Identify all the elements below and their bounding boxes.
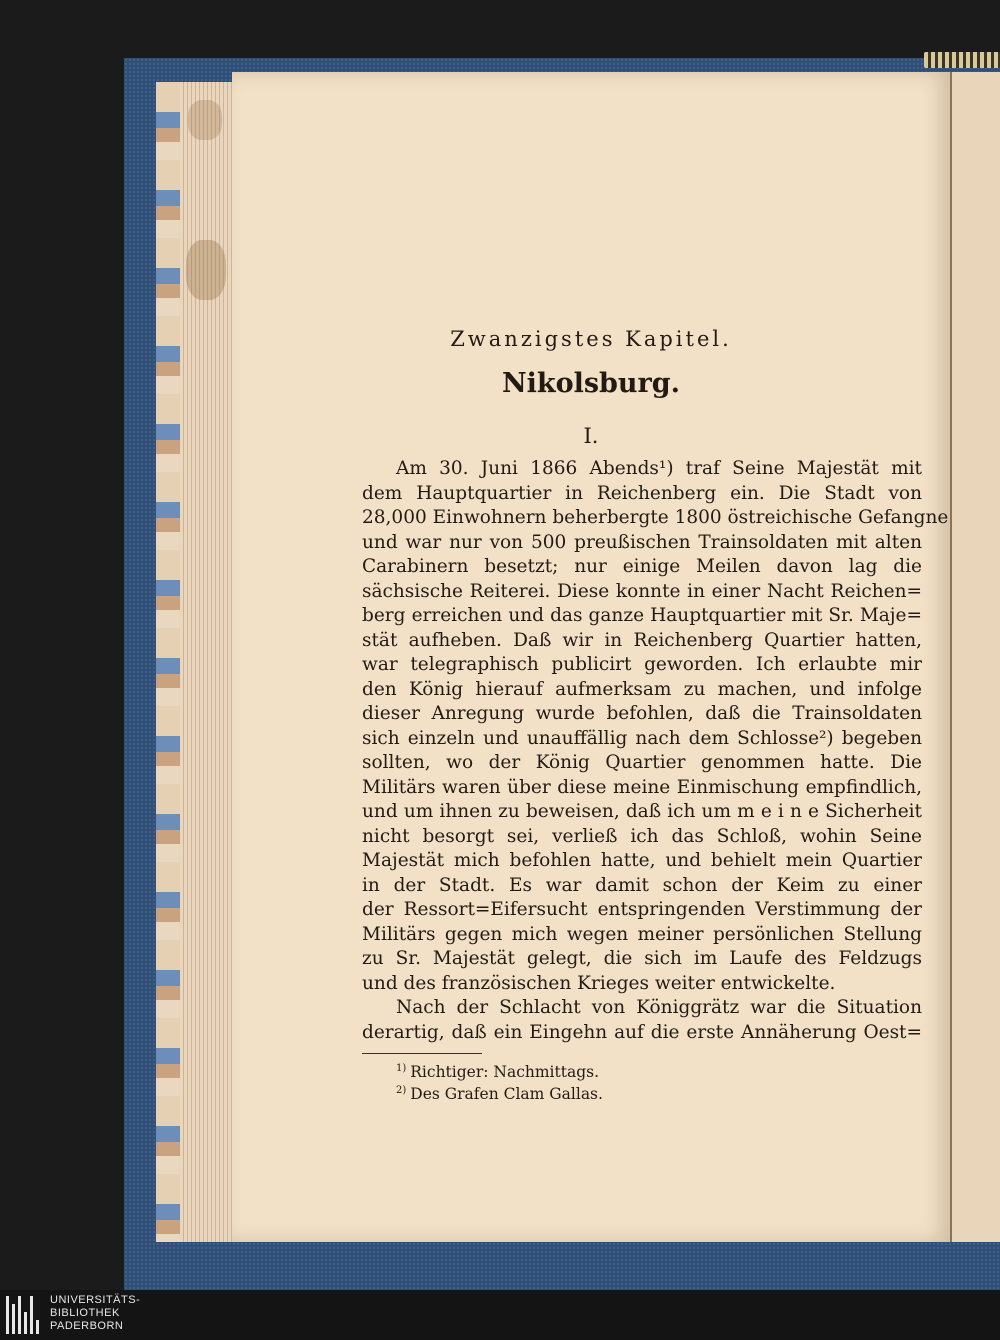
footnote-text: Richtiger: Nachmittags. xyxy=(410,1063,600,1082)
footnote-marker: 2) xyxy=(396,1085,407,1096)
text-line: den König hierauf aufmerksam zu machen, und infolge xyxy=(362,678,922,700)
section-number: I. xyxy=(583,424,599,448)
body-text xyxy=(362,457,949,1045)
footnote xyxy=(396,1058,856,1080)
chapter-title: Nikolsburg. xyxy=(501,368,681,399)
text-line: der Ressort=Eifersucht entspringenden Verstimmung der xyxy=(362,899,922,920)
library-name-line: BIBLIOTHEK xyxy=(50,1307,120,1319)
text-line: Am 30. Juni 1866 Abends¹) traf Seine Majestät mit xyxy=(396,458,922,479)
text-line: in der Stadt. Es war damit schon der Keim zu einer xyxy=(362,874,922,896)
library-name-line: UNIVERSITÄTS- xyxy=(50,1294,141,1306)
text-line: stät aufheben. Daß wir in Reichenberg Quartier hatten, xyxy=(362,629,922,651)
text-line: Militärs gegen mich wegen meiner persönlichen Stellung xyxy=(362,923,922,945)
library-name-line: PADERBORN xyxy=(50,1320,124,1332)
text-line: Militärs waren über diese meine Einmischung empfindlich, xyxy=(362,776,922,798)
text-line: 28,000 Einwohnern beherbergte 1800 östreichische Gefangne xyxy=(362,507,949,528)
footnote-text: Des Grafen Clam Gallas. xyxy=(410,1085,603,1104)
book-headband xyxy=(924,52,1000,68)
text-line: sich einzeln und unauffällig nach dem Schlosse²) begeben xyxy=(362,727,922,749)
text-line: und um ihnen zu beweisen, daß ich um m e i n e Sicherheit xyxy=(362,801,922,822)
facing-page-edge xyxy=(950,72,1000,1242)
text-line: Carabinern besetzt; nur einige Meilen davon lag die xyxy=(362,556,922,577)
library-name xyxy=(50,1294,140,1333)
text-line: Majestät mich befohlen hatte, und behielt mein Quartier xyxy=(362,850,922,871)
marbled-page-edge xyxy=(156,82,181,1242)
library-logo-icon xyxy=(6,1296,44,1334)
text-line: dem Hauptquartier in Reichenberg ein. Die Stadt von xyxy=(362,482,922,504)
footnote xyxy=(396,1080,856,1102)
footnote-marker: 1) xyxy=(396,1063,407,1074)
paper-stain xyxy=(188,100,222,140)
text-line: berg erreichen und das ganze Hauptquartier mit Sr. Maje= xyxy=(362,605,922,626)
text-line: dieser Anregung wurde befohlen, daß die Trainsoldaten xyxy=(362,703,922,724)
text-line: und war nur von 500 preußischen Trainsoldaten mit alten xyxy=(362,531,922,553)
paper-stain xyxy=(186,240,226,300)
text-line: sächsische Reiterei. Diese konnte in einer Nacht Reichen= xyxy=(362,580,922,602)
library-footer xyxy=(0,1290,1000,1340)
footnotes xyxy=(396,1058,856,1102)
text-line: nicht besorgt sei, verließ ich das Schloß, wohin Seine xyxy=(362,825,922,847)
text-line: war telegraphisch publicirt geworden. Ich erlaubte mir xyxy=(362,654,922,675)
text-line: Nach der Schlacht von Königgrätz war die Situation xyxy=(396,997,922,1018)
text-line: sollten, wo der König Quartier genommen hatte. Die xyxy=(362,752,922,773)
footnote-divider xyxy=(362,1053,482,1054)
book-page xyxy=(232,72,950,1242)
text-line: zu Sr. Majestät gelegt, die sich im Laufe des Feldzugs xyxy=(362,948,922,969)
text-line: und des französischen Krieges weiter entwickelte. xyxy=(362,972,836,994)
text-line: derartig, daß ein Eingehn auf die erste Annäherung Oest= xyxy=(362,1021,922,1043)
chapter-heading: Zwanzigstes Kapitel. xyxy=(450,327,732,351)
